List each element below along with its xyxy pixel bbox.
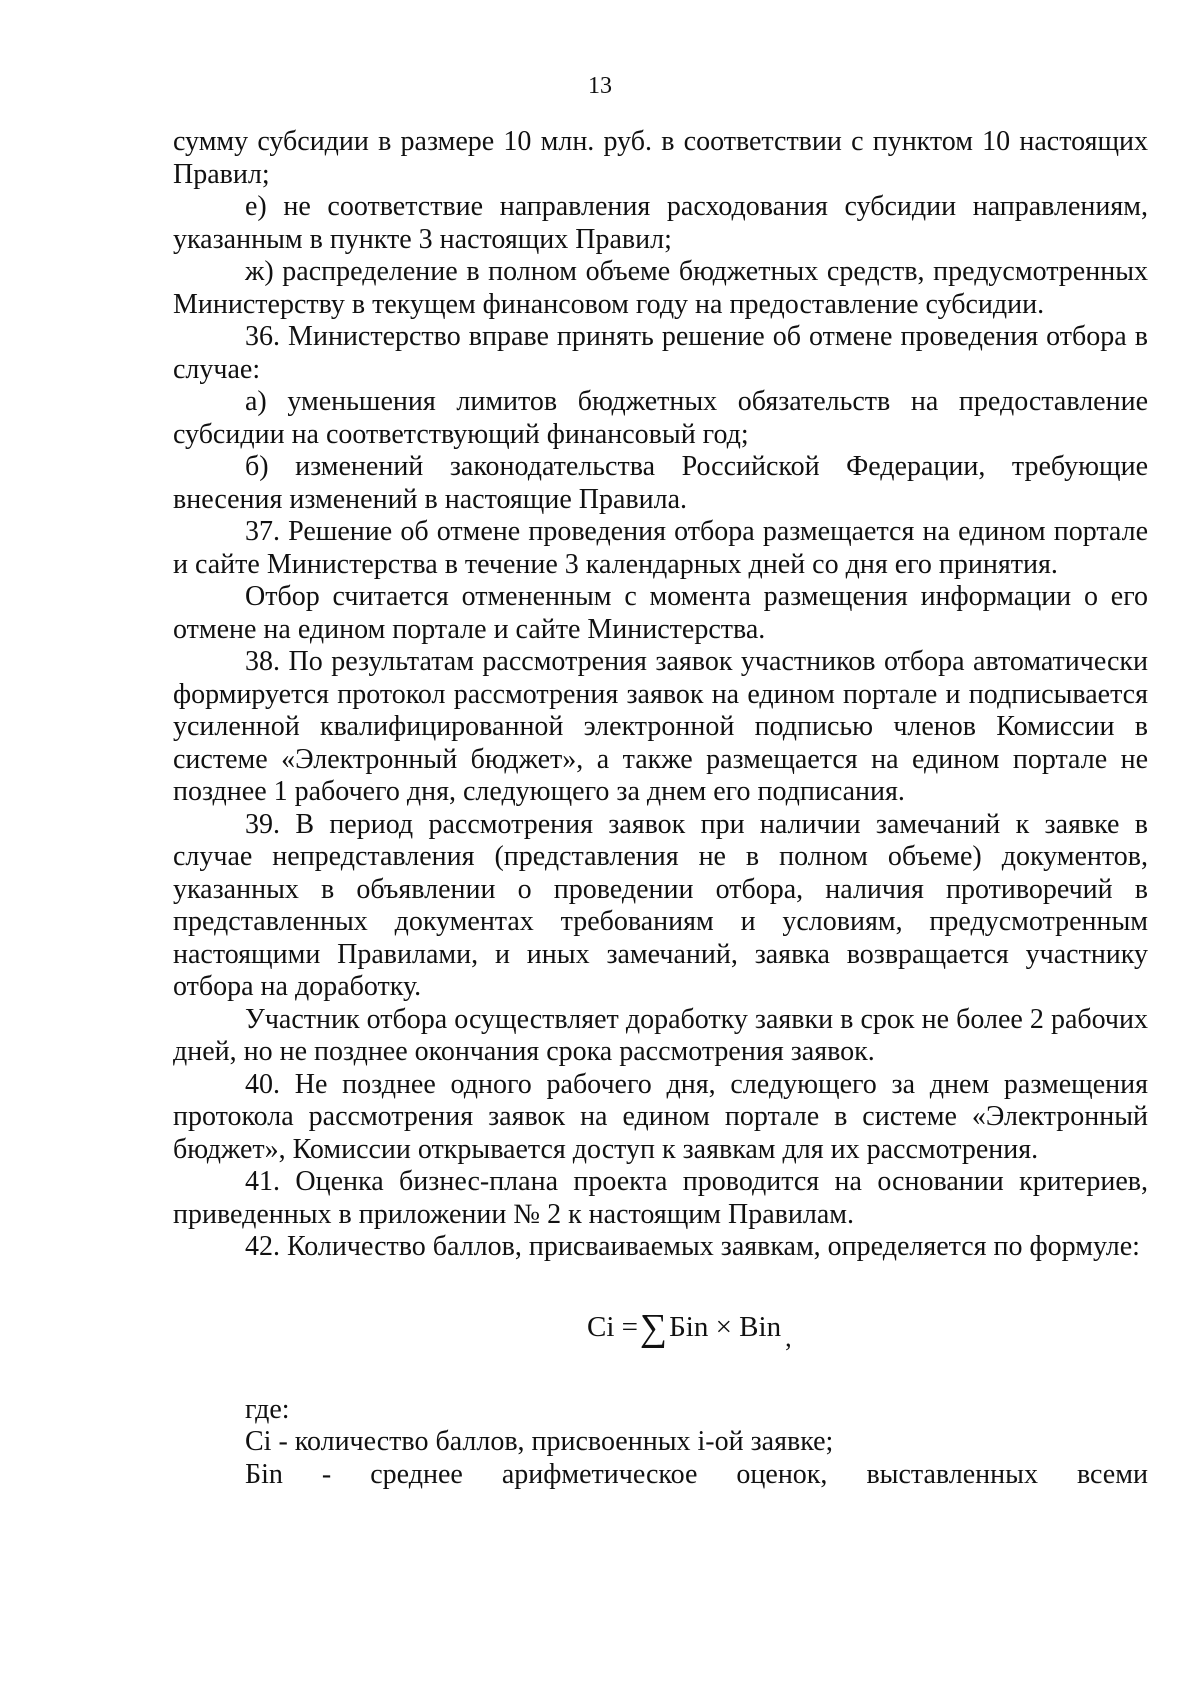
definitions-where: где: (245, 1393, 290, 1425)
paragraph-item-e: е) не соответствие направления расходования субсидии направлениям, указанным в пункте 3 настоящих Правил; (173, 191, 1148, 255)
paragraph-continuation: сумму субсидии в размере 10 млн. руб. в соответствии с пунктом 10 настоящих Правил; (173, 126, 1148, 190)
formula-lhs: Ci = (587, 1310, 639, 1343)
paragraph-37: 37. Решение об отмене проведения отбора размещается на едином портале и сайте Министерства в течение 3 календарных дней со дня его принятия. (173, 516, 1148, 580)
paragraph-37-cancel: Отбор считается отмененным с момента размещения информации о его отмене на едином портале и сайте Министерства. (173, 581, 1148, 645)
definition-bin-word: арифметическое (501, 1458, 698, 1490)
definition-bin-word: - (321, 1458, 332, 1490)
definition-bin-word: Бin (245, 1458, 283, 1490)
document-body (173, 126, 1148, 1491)
definition-bin-word: всеми (1076, 1458, 1148, 1490)
paragraph-36: 36. Министерство вправе принять решение об отмене проведения отбора в случае: (173, 321, 1148, 385)
paragraph-38: 38. По результатам рассмотрения заявок участников отбора автоматически формируется протокол рассмотрения заявок на едином портале и подписывается усиленной квалифицированной электронной подписью членов Комиссии в системе «Электронный бюджет», а также размещается на едином портале не позднее 1 рабочего дня, следующего за днем его подписания. (173, 646, 1148, 807)
page-number: 13 (588, 73, 612, 99)
definition-ci: Ci - количество баллов, присвоенных i-ой заявке; (245, 1426, 834, 1457)
paragraph-36-item-b: б) изменений законодательства Российской Федерации, требующие внесения изменений в настоящие Правила. (173, 451, 1148, 515)
score-formula (173, 1264, 1148, 1394)
paragraph-41: 41. Оценка бизнес-плана проекта проводится на основании критериев, приведенных в приложении № 2 к настоящим Правилам. (173, 1166, 1148, 1230)
formula-comma: , (785, 1322, 792, 1352)
paragraph-39-revision: Участник отбора осуществляет доработку заявки в срок не более 2 рабочих дней, но не позднее окончания срока рассмотрения заявок. (173, 1003, 1148, 1067)
paragraph-item-zh: ж) распределение в полном объеме бюджетных средств, предусмотренных Министерству в текущем финансовом году на предоставление субсидии. (173, 256, 1148, 320)
definition-bin-word: оценок, (736, 1458, 828, 1490)
formula-rhs: Бin × Bin (669, 1310, 782, 1343)
definition-bin-word: выставленных (866, 1458, 1038, 1490)
paragraph-42: 42. Количество баллов, присваиваемых заявкам, определяется по формуле: (245, 1231, 1140, 1262)
sum-symbol: ∑ (640, 1306, 668, 1349)
paragraph-36-item-a: а) уменьшения лимитов бюджетных обязательств на предоставление субсидии на соответствующий финансовый год; (173, 386, 1148, 450)
definition-bin-word: среднее (370, 1458, 463, 1490)
definition-bin (173, 1459, 1148, 1492)
paragraph-40: 40. Не позднее одного рабочего дня, следующего за днем размещения протокола рассмотрения заявок на едином портале в системе «Электронный бюджет», Комиссии открывается доступ к заявкам для их рассмотрения. (173, 1068, 1148, 1165)
formula-expression (587, 1307, 792, 1358)
paragraph-39: 39. В период рассмотрения заявок при наличии замечаний к заявке в случае непредставления (представления не в полном объеме) документов, указанных в объявлении о проведении отбора, наличия противоречий в представленных документах требованиям и условиям, предусмотренным настоящими Правилами, и иных замечаний, заявка возвращается участнику отбора на доработку. (173, 808, 1148, 1002)
